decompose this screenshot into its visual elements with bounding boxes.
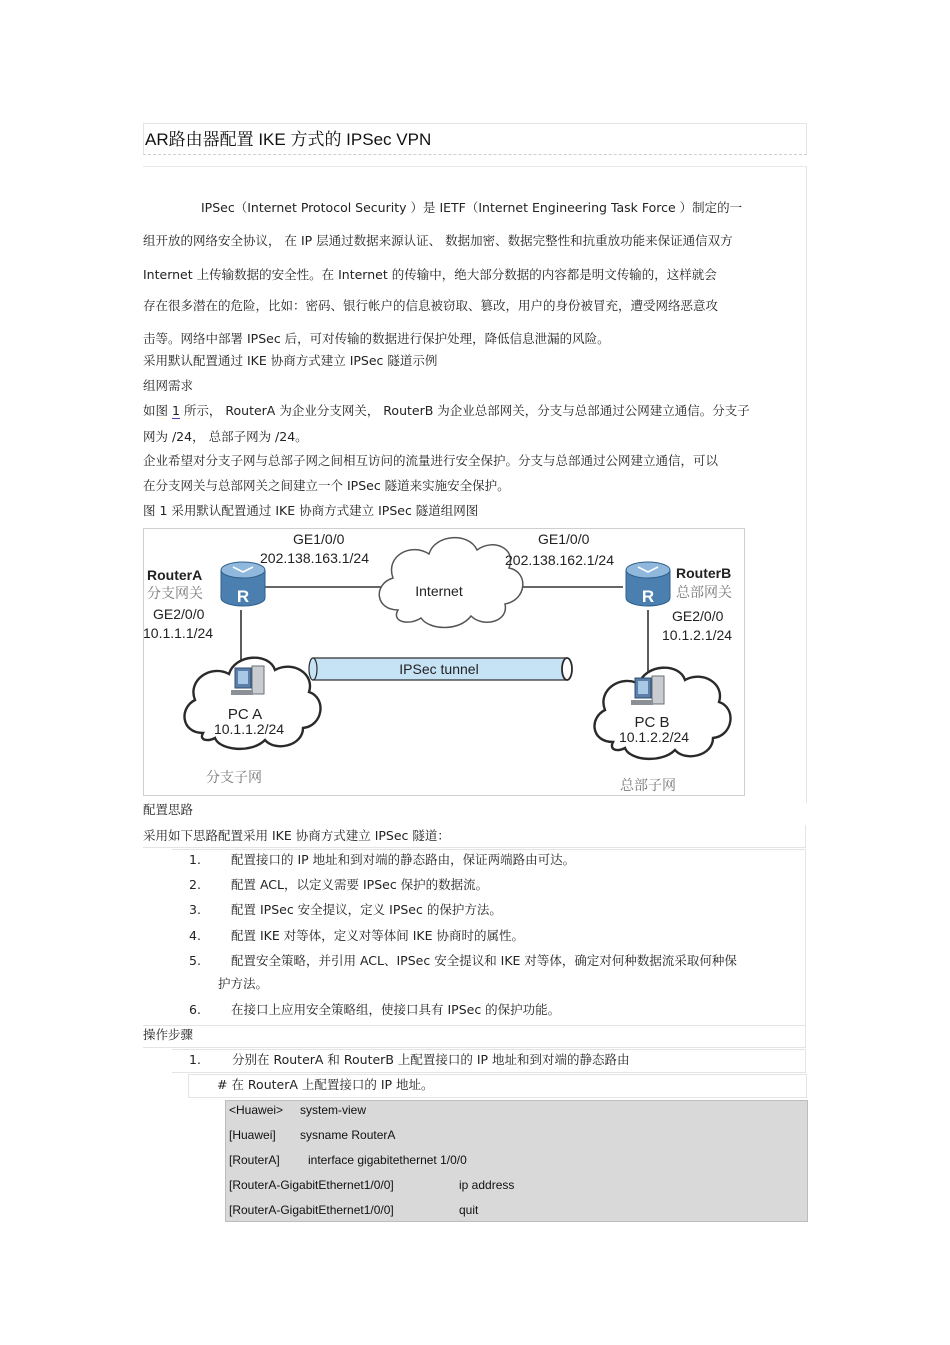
plan-step-text: 配置安全策略，并引用 ACL、IPSec 安全提议和 IKE 对等体，确定对何种数据流采取何种保: [231, 953, 737, 968]
page-title: AR路由器配置 IKE 方式的 IPSec VPN: [145, 130, 432, 149]
code-command: interface gigabitethernet 1/0/0: [308, 1153, 467, 1167]
plan-step-num: 4.: [189, 928, 201, 943]
figure-caption: 图 1 采用默认配置通过 IKE 协商方式建立 IPSec 隧道组网图: [143, 503, 479, 518]
requirements-line-3: 企业希望对分支子网与总部子网之间相互访问的流量进行安全保护。分支与总部通过公网建立通信，可以: [143, 453, 719, 468]
code-prompt: [Huawei]: [229, 1128, 276, 1142]
pc-a-name: PC A: [227, 706, 263, 723]
router-a-role: 分支网关: [147, 585, 203, 601]
code-prompt: [RouterA-GigabitEthernet1/0/0]: [229, 1203, 394, 1217]
intro-line-2: 组开放的网络安全协议， 在 IP 层通过数据来源认证、 数据加密、数据完整性和抗重放功能来保证通信双方: [143, 233, 733, 248]
router-b-role: 总部网关: [676, 584, 732, 600]
ops-heading: 操作步骤: [143, 1027, 194, 1042]
code-command: system-view: [300, 1103, 367, 1117]
router-b-lan-if: GE2/0/0: [672, 608, 724, 624]
plan-step-num: 6.: [189, 1002, 201, 1017]
plan-step-text: 配置 IPSec 安全提议，定义 IPSec 的保护方法。: [231, 902, 502, 917]
intro-line-3: Internet 上传输数据的安全性。在 Internet 的传输中，绝大部分数据的内容都是明文传输的，这样就会: [143, 267, 717, 282]
router-a-name: RouterA: [147, 567, 203, 583]
code-prompt: [RouterA-GigabitEthernet1/0/0]: [229, 1178, 394, 1192]
router-a-lan-if: GE2/0/0: [153, 606, 205, 622]
ops-heading-box: [143, 1025, 806, 1048]
subnet-a-label: 分支子网: [206, 769, 262, 785]
plan-step-num: 3.: [189, 902, 201, 917]
pc-b-icon: [631, 676, 664, 705]
router-b-wan-if: GE1/0/0: [538, 531, 590, 547]
router-b-name: RouterB: [676, 565, 732, 581]
plan-step-num: 1.: [189, 852, 201, 867]
requirements-line-1: [143, 403, 750, 419]
plan-step-text: 配置 ACL，以定义需要 IPSec 保护的数据流。: [231, 877, 489, 892]
plan-step-num: 2.: [189, 877, 201, 892]
router-b-wan-ip: 202.138.162.1/24: [505, 552, 614, 568]
pc-b-name: PC B: [634, 714, 670, 731]
code-command: sysname RouterA: [300, 1128, 396, 1142]
code-prompt: <Huawei>: [229, 1103, 284, 1117]
req-line1-rest: 所示， RouterA 为企业分支网关， RouterB 为企业总部网关，分支与总部通过公网建立通信。分支子: [179, 403, 750, 418]
plan-step-num: 5.: [189, 953, 201, 968]
ops-step-text: 分别在 RouterA 和 RouterB 上配置接口的 IP 地址和到对端的静态路由: [232, 1052, 630, 1067]
pc-a-ip: 10.1.1.2/24: [213, 721, 285, 737]
pc-a-icon: [231, 666, 264, 695]
code-command: quit: [459, 1203, 479, 1217]
router-b-glyph: R: [641, 587, 655, 606]
plan-heading: 配置思路: [143, 802, 194, 817]
ops-sub-text: # 在 RouterA 上配置接口的 IP 地址。: [217, 1077, 434, 1092]
plan-step-text: 配置接口的 IP 地址和到对端的静态路由，保证两端路由可达。: [231, 852, 576, 867]
code-prompt: [RouterA]: [229, 1153, 280, 1167]
figure-link[interactable]: 1: [171, 403, 180, 418]
router-a-lan-ip: 10.1.1.1/24: [143, 625, 214, 641]
ops-step-num: 1.: [189, 1052, 201, 1067]
intro-line-1: IPSec（Internet Protocol Security ）是 IETF（Internet Engineering Task Force ）制定的一: [201, 200, 743, 215]
router-b-lan-ip: 10.1.2.1/24: [662, 627, 733, 643]
requirements-heading: 组网需求: [143, 378, 194, 393]
requirements-line-2: 网为 /24， 总部子网为 /24。: [143, 429, 308, 444]
router-a-glyph: R: [236, 587, 250, 606]
pc-b-ip: 10.1.2.2/24: [618, 729, 690, 745]
code-command: ip address: [459, 1178, 515, 1192]
req-line1-prefix: 如图: [143, 403, 172, 418]
plan-step-text: 在接口上应用安全策略组，使接口具有 IPSec 的保护功能。: [231, 1002, 561, 1017]
network-diagram: [143, 528, 745, 796]
tunnel-label: IPSec tunnel: [399, 661, 479, 677]
intro-line-5: 击等。网络中部署 IPSec 后，可对传输的数据进行保护处理，降低信息泄漏的风险。: [143, 331, 610, 346]
requirements-line-4: 在分支网关与总部网关之间建立一个 IPSec 隧道来实施安全保护。: [143, 478, 510, 493]
plan-step-text: 配置 IKE 对等体，定义对等体间 IKE 协商时的属性。: [231, 928, 524, 943]
cloud-label: Internet: [415, 583, 463, 599]
subnet-b-label: 总部子网: [620, 777, 676, 793]
intro-line-4: 存在很多潜在的危险，比如：密码、银行帐户的信息被窃取、篡改，用户的身份被冒充，遭受网络恶意攻: [143, 298, 719, 313]
plan-step-text-cont: 护方法。: [218, 976, 269, 991]
title-box: [143, 123, 807, 155]
example-title: 采用默认配置通过 IKE 协商方式建立 IPSec 隧道示例: [143, 353, 438, 368]
plan-intro: 采用如下思路配置采用 IKE 协商方式建立 IPSec 隧道：: [143, 828, 450, 843]
router-a-wan-if: GE1/0/0: [293, 531, 345, 547]
router-a-wan-ip: 202.138.163.1/24: [260, 550, 369, 566]
